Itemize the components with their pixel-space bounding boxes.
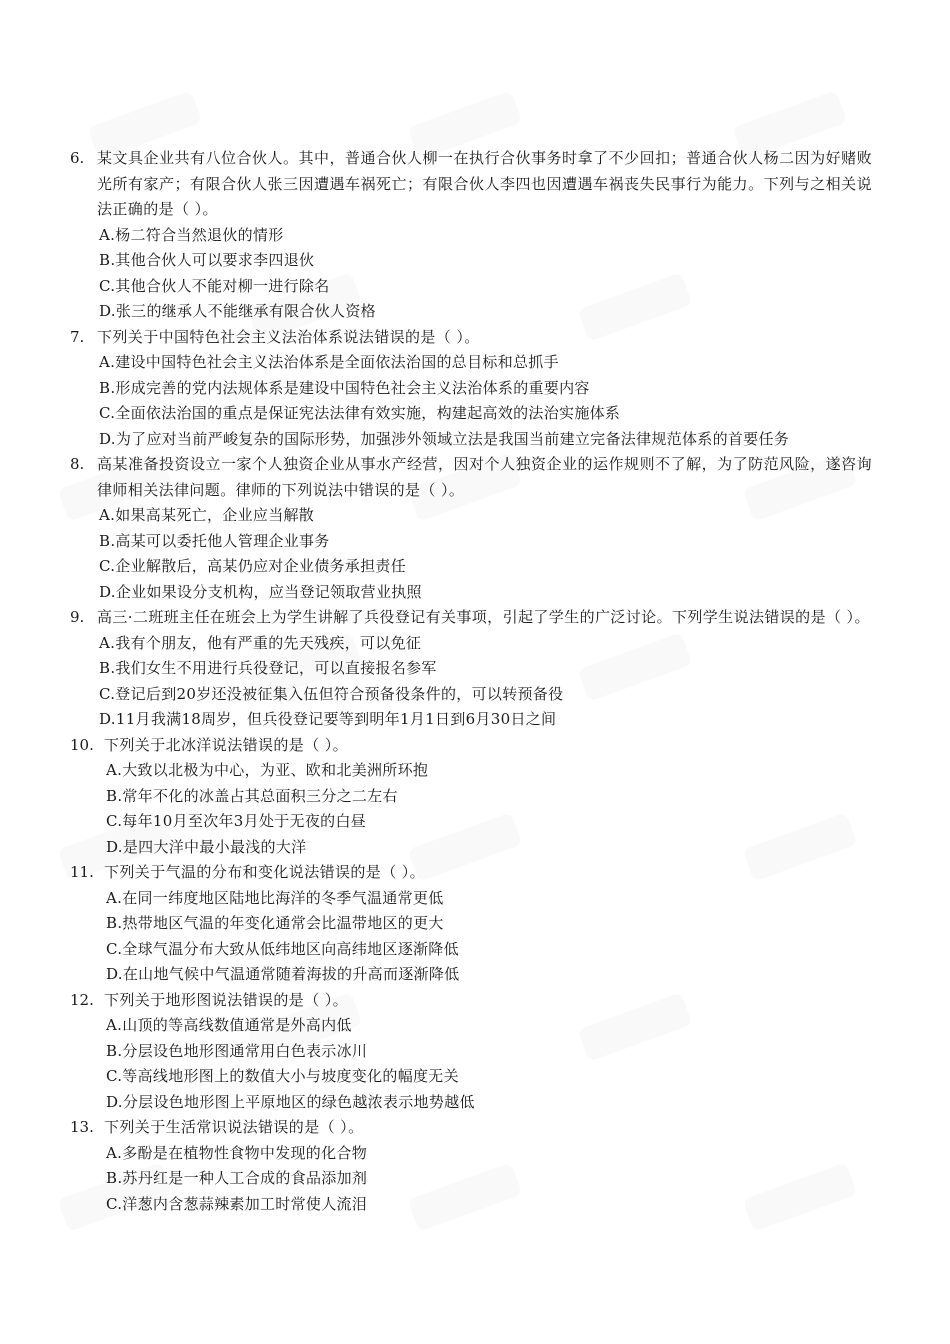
question-number: 11. [70, 863, 94, 881]
option-a: A.建设中国特色社会主义法治体系是全面依法治国的总目标和总抓手 [99, 353, 559, 371]
option-a: A.大致以北极为中心，为亚、欧和北美洲所环抱 [106, 761, 429, 779]
option-a: A.多酚是在植物性食物中发现的化合物 [106, 1143, 368, 1162]
option-c: C.登记后到20岁还没被征集入伍但符合预备役条件的，可以转预备役 [99, 684, 564, 703]
question-10 [0, 733, 950, 861]
question-6 [0, 146, 950, 325]
question-number: 6. [70, 149, 85, 167]
question-7 [0, 325, 950, 453]
question-11 [0, 860, 950, 988]
question-number: 7. [70, 327, 85, 346]
question-9 [0, 605, 950, 733]
option-a: A.杨二符合当然退伙的情形 [99, 225, 284, 244]
option-d: D.分层设色地形图上平原地区的绿色越浓表示地势越低 [106, 1092, 475, 1111]
question-number: 9. [70, 608, 85, 626]
question-stem: 高某准备投资设立一家个人独资企业从事水产经营，因对个人独资企业的运作规则不了解，为了防范风险，遂咨询律师相关法律问题。律师的下列说法中错误的是（ ）。 [97, 455, 872, 499]
question-stem: 下列关于地形图说法错误的是（ ）。 [104, 990, 349, 1009]
question-stem: 下列关于气温的分布和变化说法错误的是（ ）。 [104, 863, 426, 881]
question-stem: 下列关于北冰洋说法错误的是（ ）。 [104, 735, 349, 754]
option-b: B.形成完善的党内法规体系是建设中国特色社会主义法治体系的重要内容 [99, 378, 590, 397]
question-number: 13. [70, 1118, 94, 1136]
question-12 [0, 988, 950, 1116]
question-stem: 某文具企业共有八位合伙人。其中，普通合伙人柳一在执行合伙事务时拿了不少回扣；普通合伙人杨二因为好赌败光所有家产；有限合伙人张三因遭遇车祸死亡；有限合伙人李四也因遭遇车祸丧失民事行为能力。下列与之相关说法正确的是（ ）。 [97, 149, 872, 218]
option-d: D.张三的继承人不能继承有限合伙人资格 [99, 302, 376, 320]
option-b: B.常年不化的冰盖占其总面积三分之二左右 [106, 786, 398, 805]
question-number: 12. [70, 990, 94, 1009]
question-list [0, 146, 950, 1217]
question-13 [0, 1115, 950, 1217]
option-d: D.为了应对当前严峻复杂的国际形势，加强涉外领域立法是我国当前建立完备法律规范体系的首要任务 [99, 429, 790, 448]
option-b: B.高某可以委托他人管理企业事务 [99, 531, 330, 550]
option-c: C.每年10月至次年3月处于无夜的白昼 [106, 812, 367, 830]
option-a: A.山顶的等高线数值通常是外高内低 [106, 1016, 352, 1034]
question-number: 8. [70, 455, 85, 473]
option-d: D.是四大洋中最小最浅的大洋 [106, 837, 307, 856]
question-stem: 高三·二班班主任在班会上为学生讲解了兵役登记有关事项，引起了学生的广泛讨论。下列学生说法错误的是（ ）。 [97, 608, 870, 626]
option-c: C.其他合伙人不能对柳一进行除名 [99, 276, 330, 295]
option-c: C.全球气温分布大致从低纬地区向高纬地区逐渐降低 [106, 939, 459, 958]
option-b: B.我们女生不用进行兵役登记，可以直接报名参军 [99, 659, 437, 677]
option-b: B.其他合伙人可以要求李四退伙 [99, 251, 315, 269]
option-b: B.苏丹红是一种人工合成的食品添加剂 [106, 1169, 368, 1187]
question-stem: 下列关于中国特色社会主义法治体系说法错误的是（ ）。 [97, 327, 480, 346]
question-stem: 下列关于生活常识说法错误的是（ ）。 [104, 1118, 364, 1136]
option-c: C.等高线地形图上的数值大小与坡度变化的幅度无关 [106, 1067, 459, 1085]
option-a: A.我有个朋友，他有严重的先天残疾，可以免征 [99, 633, 422, 652]
option-a: A.在同一纬度地区陆地比海洋的冬季气温通常更低 [106, 888, 444, 907]
option-a: A.如果高某死亡，企业应当解散 [99, 506, 315, 524]
option-d: D.企业如果设分支机构，应当登记领取营业执照 [99, 582, 422, 601]
option-c: C.企业解散后，高某仍应对企业债务承担责任 [99, 557, 407, 575]
question-number: 10. [70, 735, 94, 754]
question-8 [0, 452, 950, 605]
option-b: B.分层设色地形图通常用白色表示冰川 [106, 1041, 368, 1060]
option-d: D.11月我满18周岁，但兵役登记要等到明年1月1日到6月30日之间 [99, 710, 557, 728]
option-d: D.在山地气候中气温通常随着海拔的升高而逐渐降低 [106, 965, 460, 983]
option-c: C.洋葱内含葱蒜辣素加工时常使人流泪 [106, 1194, 368, 1213]
option-c: C.全面依法治国的重点是保证宪法法律有效实施，构建起高效的法治实施体系 [99, 404, 621, 422]
option-b: B.热带地区气温的年变化通常会比温带地区的更大 [106, 914, 444, 932]
